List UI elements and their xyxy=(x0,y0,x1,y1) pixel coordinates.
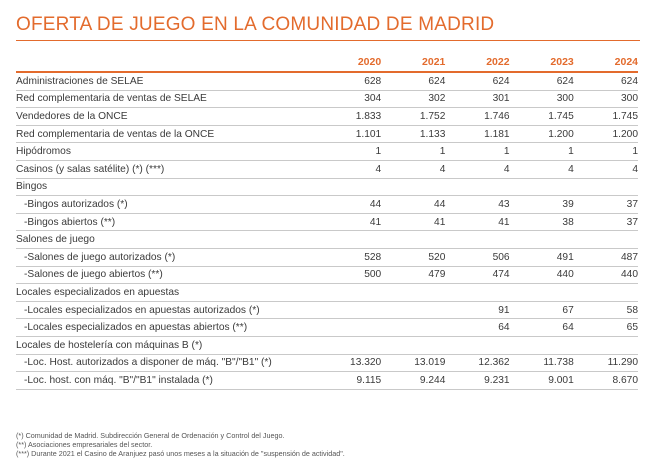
value-cell: 1.181 xyxy=(445,125,509,143)
value-cell: 13.320 xyxy=(317,354,381,372)
value-cell xyxy=(574,336,638,354)
value-cell: 440 xyxy=(510,266,574,284)
table-row xyxy=(16,372,638,390)
value-cell xyxy=(317,284,381,302)
value-cell xyxy=(445,336,509,354)
value-cell xyxy=(381,178,445,196)
value-cell: 1.101 xyxy=(317,125,381,143)
value-cell xyxy=(317,336,381,354)
footnote: (***) Durante 2021 el Casino de Aranjuez pasó unos meses a la situación de "suspensión de actividad". xyxy=(16,449,345,458)
value-cell: 1 xyxy=(574,143,638,161)
table-row xyxy=(16,72,638,90)
value-cell xyxy=(317,301,381,319)
value-cell: 487 xyxy=(574,248,638,266)
row-label: Vendedores de la ONCE xyxy=(16,108,317,126)
value-cell: 64 xyxy=(510,319,574,337)
value-cell: 41 xyxy=(445,213,509,231)
header-label-cell xyxy=(16,54,317,72)
row-label: -Locales especializados en apuestas abiertos (**) xyxy=(16,319,317,337)
table-row xyxy=(16,319,638,337)
row-label: Hipódromos xyxy=(16,143,317,161)
year-header: 2023 xyxy=(510,54,574,72)
value-cell xyxy=(317,231,381,249)
row-label: Locales especializados en apuestas xyxy=(16,284,317,302)
table-row xyxy=(16,354,638,372)
value-cell: 44 xyxy=(317,196,381,214)
value-cell: 1.745 xyxy=(510,108,574,126)
value-cell: 624 xyxy=(510,72,574,90)
value-cell: 624 xyxy=(381,72,445,90)
value-cell: 4 xyxy=(510,160,574,178)
table-row xyxy=(16,125,638,143)
row-label: Casinos (y salas satélite) (*) (***) xyxy=(16,160,317,178)
table-row xyxy=(16,108,638,126)
value-cell: 1.833 xyxy=(317,108,381,126)
table-row xyxy=(16,196,638,214)
value-cell: 474 xyxy=(445,266,509,284)
value-cell xyxy=(445,284,509,302)
table-row xyxy=(16,336,638,354)
year-header: 2020 xyxy=(317,54,381,72)
value-cell xyxy=(317,319,381,337)
value-cell: 4 xyxy=(574,160,638,178)
year-header: 2021 xyxy=(381,54,445,72)
value-cell: 528 xyxy=(317,248,381,266)
value-cell: 37 xyxy=(574,213,638,231)
table-row xyxy=(16,231,638,249)
value-cell xyxy=(381,336,445,354)
table-header-row xyxy=(16,54,638,72)
footnotes xyxy=(16,431,646,458)
value-cell: 1.200 xyxy=(510,125,574,143)
value-cell: 1.745 xyxy=(574,108,638,126)
value-cell: 11.290 xyxy=(574,354,638,372)
value-cell: 9.231 xyxy=(445,372,509,390)
value-cell: 300 xyxy=(574,90,638,108)
value-cell: 44 xyxy=(381,196,445,214)
table-row xyxy=(16,284,638,302)
row-label: Salones de juego xyxy=(16,231,317,249)
value-cell: 41 xyxy=(317,213,381,231)
value-cell: 304 xyxy=(317,90,381,108)
value-cell xyxy=(574,178,638,196)
value-cell xyxy=(445,231,509,249)
value-cell: 491 xyxy=(510,248,574,266)
table-row xyxy=(16,301,638,319)
footnote: (**) Asociaciones empresariales del sector. xyxy=(16,440,153,449)
value-cell: 65 xyxy=(574,319,638,337)
value-cell: 1.133 xyxy=(381,125,445,143)
value-cell: 520 xyxy=(381,248,445,266)
value-cell xyxy=(574,231,638,249)
value-cell: 8.670 xyxy=(574,372,638,390)
value-cell: 39 xyxy=(510,196,574,214)
row-label: -Bingos autorizados (*) xyxy=(16,196,317,214)
value-cell: 12.362 xyxy=(445,354,509,372)
table-row xyxy=(16,90,638,108)
value-cell: 4 xyxy=(317,160,381,178)
value-cell: 500 xyxy=(317,266,381,284)
page-title: OFERTA DE JUEGO EN LA COMUNIDAD DE MADRID xyxy=(16,14,495,35)
row-label: Red complementaria de ventas de SELAE xyxy=(16,90,317,108)
year-header: 2024 xyxy=(574,54,638,72)
title-underline xyxy=(16,40,640,41)
table-row xyxy=(16,213,638,231)
value-cell: 506 xyxy=(445,248,509,266)
table-body xyxy=(16,72,638,389)
value-cell: 300 xyxy=(510,90,574,108)
value-cell xyxy=(510,336,574,354)
value-cell: 4 xyxy=(381,160,445,178)
value-cell: 1.200 xyxy=(574,125,638,143)
table-row xyxy=(16,143,638,161)
gaming-offer-table xyxy=(16,54,638,390)
value-cell: 624 xyxy=(574,72,638,90)
value-cell: 628 xyxy=(317,72,381,90)
year-header: 2022 xyxy=(445,54,509,72)
value-cell xyxy=(317,178,381,196)
value-cell: 479 xyxy=(381,266,445,284)
value-cell: 4 xyxy=(445,160,509,178)
value-cell: 301 xyxy=(445,90,509,108)
value-cell: 64 xyxy=(445,319,509,337)
row-label: -Salones de juego abiertos (**) xyxy=(16,266,317,284)
value-cell: 38 xyxy=(510,213,574,231)
value-cell: 1.746 xyxy=(445,108,509,126)
table-row xyxy=(16,178,638,196)
value-cell: 624 xyxy=(445,72,509,90)
value-cell: 440 xyxy=(574,266,638,284)
value-cell: 9.244 xyxy=(381,372,445,390)
value-cell: 302 xyxy=(381,90,445,108)
value-cell: 9.115 xyxy=(317,372,381,390)
value-cell: 37 xyxy=(574,196,638,214)
value-cell xyxy=(510,231,574,249)
value-cell xyxy=(381,301,445,319)
table-row xyxy=(16,266,638,284)
value-cell xyxy=(510,284,574,302)
value-cell: 43 xyxy=(445,196,509,214)
value-cell xyxy=(381,231,445,249)
value-cell: 9.001 xyxy=(510,372,574,390)
value-cell: 91 xyxy=(445,301,509,319)
row-label: Red complementaria de ventas de la ONCE xyxy=(16,125,317,143)
row-label: -Bingos abiertos (**) xyxy=(16,213,317,231)
value-cell xyxy=(381,284,445,302)
row-label: Locales de hostelería con máquinas B (*) xyxy=(16,336,317,354)
row-label: -Loc. Host. autorizados a disponer de máq. "B"/"B1" (*) xyxy=(16,354,317,372)
value-cell xyxy=(574,284,638,302)
value-cell xyxy=(381,319,445,337)
row-label: Bingos xyxy=(16,178,317,196)
table-row xyxy=(16,160,638,178)
row-label: -Salones de juego autorizados (*) xyxy=(16,248,317,266)
value-cell: 1 xyxy=(445,143,509,161)
value-cell xyxy=(445,178,509,196)
row-label: Administraciones de SELAE xyxy=(16,72,317,90)
value-cell: 41 xyxy=(381,213,445,231)
value-cell: 13.019 xyxy=(381,354,445,372)
value-cell: 1 xyxy=(381,143,445,161)
value-cell: 11.738 xyxy=(510,354,574,372)
table-row xyxy=(16,248,638,266)
value-cell: 1 xyxy=(317,143,381,161)
row-label: -Loc. host. con máq. "B"/"B1" instalada (*) xyxy=(16,372,317,390)
value-cell: 1.752 xyxy=(381,108,445,126)
value-cell: 67 xyxy=(510,301,574,319)
value-cell: 58 xyxy=(574,301,638,319)
value-cell: 1 xyxy=(510,143,574,161)
row-label: -Locales especializados en apuestas autorizados (*) xyxy=(16,301,317,319)
value-cell xyxy=(510,178,574,196)
footnote: (*) Comunidad de Madrid. Subdirección General de Ordenación y Control del Juego. xyxy=(16,431,285,440)
